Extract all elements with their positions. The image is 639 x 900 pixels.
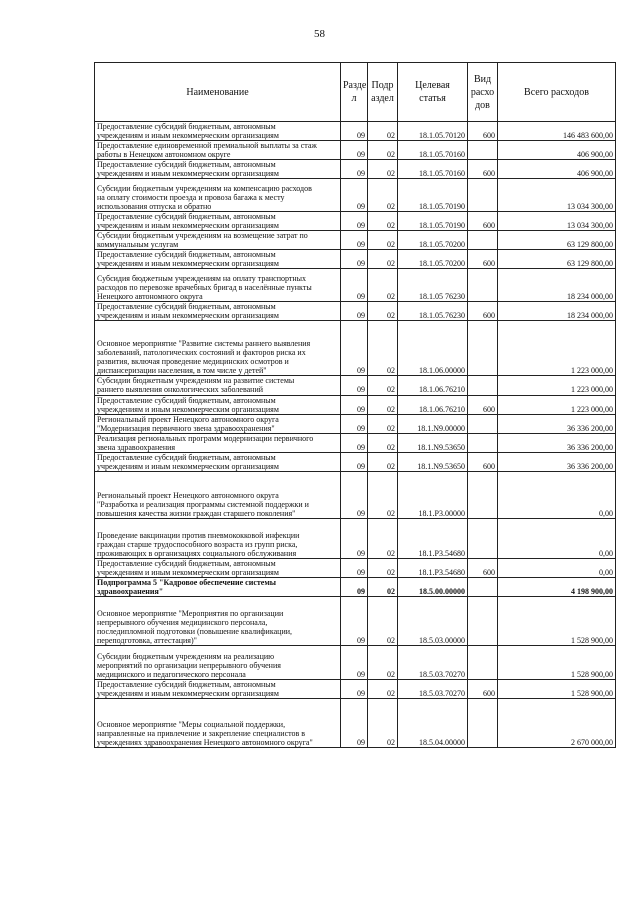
row-expense-type-cell <box>468 376 498 395</box>
table-header <box>95 63 616 122</box>
row-section-cell: 09 <box>341 679 368 698</box>
row-name-cell: Предоставление единовременной премиальной выплаты за стаж работы в Ненецком автономном округе <box>95 141 341 160</box>
row-subsection-cell: 02 <box>368 518 398 558</box>
row-target-article-cell: 18.1.06.76210 <box>398 376 468 395</box>
row-total-cell: 13 034 300,00 <box>498 179 616 212</box>
row-target-article-cell: 18.1.P3.00000 <box>398 471 468 518</box>
row-section-cell: 09 <box>341 250 368 269</box>
row-total-cell: 406 900,00 <box>498 141 616 160</box>
row-subsection-cell: 02 <box>368 558 398 577</box>
table-row <box>95 679 616 698</box>
row-subsection-cell: 02 <box>368 471 398 518</box>
row-name-cell: Основное мероприятие "Меры социальной поддержки, направленные на привлечение и закрепление специалистов в учреждениях здравоохранения Ненецкого автономного округа" <box>95 698 341 747</box>
row-section-cell: 09 <box>341 558 368 577</box>
page-number: 58 <box>314 28 325 40</box>
row-expense-type-cell <box>468 179 498 212</box>
row-section-cell: 09 <box>341 414 368 433</box>
row-expense-type-cell: 600 <box>468 160 498 179</box>
table-row <box>95 577 616 596</box>
table-row <box>95 160 616 179</box>
row-section-cell: 09 <box>341 395 368 414</box>
row-subsection-cell: 02 <box>368 577 398 596</box>
row-section-cell: 09 <box>341 321 368 376</box>
header-expense-type: Вид расхо дов <box>468 63 498 122</box>
row-total-cell: 1 528 900,00 <box>498 645 616 679</box>
row-name-cell: Основное мероприятие "Мероприятия по организации непрерывного обучения медицинского персонала, последипломной подготовки (повышение квалификации, переподготовка, аттестация)" <box>95 596 341 645</box>
row-expense-type-cell: 600 <box>468 679 498 698</box>
row-subsection-cell: 02 <box>368 302 398 321</box>
row-name-cell: Предоставление субсидий бюджетным, автономным учреждениям и иным некоммерческим организациям <box>95 302 341 321</box>
row-total-cell: 2 670 000,00 <box>498 698 616 747</box>
row-subsection-cell: 02 <box>368 376 398 395</box>
row-name-cell: Субсидии бюджетным учреждениям на возмещение затрат по коммунальным услугам <box>95 231 341 250</box>
table-row <box>95 302 616 321</box>
row-subsection-cell: 02 <box>368 452 398 471</box>
header-total: Всего расходов <box>498 63 616 122</box>
row-expense-type-cell <box>468 577 498 596</box>
row-subsection-cell: 02 <box>368 321 398 376</box>
row-target-article-cell: 18.1.05.70190 <box>398 179 468 212</box>
table-row <box>95 596 616 645</box>
row-subsection-cell: 02 <box>368 414 398 433</box>
row-expense-type-cell <box>468 321 498 376</box>
table-row <box>95 231 616 250</box>
row-subsection-cell: 02 <box>368 212 398 231</box>
row-total-cell: 0,00 <box>498 518 616 558</box>
row-total-cell: 1 528 900,00 <box>498 596 616 645</box>
row-total-cell: 63 129 800,00 <box>498 250 616 269</box>
row-subsection-cell: 02 <box>368 596 398 645</box>
row-expense-type-cell <box>468 231 498 250</box>
row-name-cell: Подпрограмма 5 "Кадровое обеспечение системы здравоохранения" <box>95 577 341 596</box>
row-total-cell: 13 034 300,00 <box>498 212 616 231</box>
row-name-cell: Реализация региональных программ модернизации первичного звена здравоохранения <box>95 433 341 452</box>
row-expense-type-cell <box>468 596 498 645</box>
row-section-cell: 09 <box>341 471 368 518</box>
row-name-cell: Проведение вакцинации против пневмококковой инфекции граждан старше трудоспособного возраста из групп риска, проживающих в организациях социального обслуживания <box>95 518 341 558</box>
row-expense-type-cell: 600 <box>468 558 498 577</box>
row-total-cell: 406 900,00 <box>498 160 616 179</box>
row-target-article-cell: 18.5.03.70270 <box>398 679 468 698</box>
table-row <box>95 179 616 212</box>
row-name-cell: Субсидии бюджетным учреждениям на компенсацию расходов на оплату стоимости проезда и провоза багажа к месту использования отпуска и обратно <box>95 179 341 212</box>
row-name-cell: Субсидии бюджетным учреждениям на реализацию мероприятий по организации непрерывного обучения медицинского и педагогического персонала <box>95 645 341 679</box>
row-section-cell: 09 <box>341 122 368 141</box>
row-target-article-cell: 18.1.05 76230 <box>398 269 468 302</box>
row-total-cell: 63 129 800,00 <box>498 231 616 250</box>
budget-table <box>94 62 616 748</box>
table-row <box>95 250 616 269</box>
row-target-article-cell: 18.1.06.76210 <box>398 395 468 414</box>
row-target-article-cell: 18.5.04.00000 <box>398 698 468 747</box>
row-expense-type-cell: 600 <box>468 452 498 471</box>
row-section-cell: 09 <box>341 376 368 395</box>
row-target-article-cell: 18.1.06.00000 <box>398 321 468 376</box>
row-name-cell: Региональный проект Ненецкого автономного округа "Разработка и реализация программы системной поддержки и повышения качества жизни граждан старшего поколения" <box>95 471 341 518</box>
row-name-cell: Предоставление субсидий бюджетным, автономным учреждениям и иным некоммерческим организациям <box>95 212 341 231</box>
row-section-cell: 09 <box>341 596 368 645</box>
row-expense-type-cell: 600 <box>468 250 498 269</box>
row-total-cell: 0,00 <box>498 558 616 577</box>
row-expense-type-cell <box>468 269 498 302</box>
row-name-cell: Предоставление субсидий бюджетным, автономным учреждениям и иным некоммерческим организациям <box>95 452 341 471</box>
row-target-article-cell: 18.1.05.70160 <box>398 141 468 160</box>
row-target-article-cell: 18.1.P3.54680 <box>398 518 468 558</box>
row-expense-type-cell <box>468 645 498 679</box>
row-section-cell: 09 <box>341 433 368 452</box>
row-target-article-cell: 18.1.05.70190 <box>398 212 468 231</box>
row-total-cell: 1 223 000,00 <box>498 395 616 414</box>
table-row <box>95 471 616 518</box>
row-name-cell: Региональный проект Ненецкого автономного округа "Модернизация первичного звена здравоохранения" <box>95 414 341 433</box>
header-name: Наименование <box>95 63 341 122</box>
row-total-cell: 18 234 000,00 <box>498 269 616 302</box>
row-expense-type-cell: 600 <box>468 212 498 231</box>
table-row <box>95 395 616 414</box>
table-row <box>95 269 616 302</box>
row-section-cell: 09 <box>341 269 368 302</box>
row-section-cell: 09 <box>341 577 368 596</box>
row-section-cell: 09 <box>341 231 368 250</box>
row-expense-type-cell: 600 <box>468 122 498 141</box>
table-row <box>95 212 616 231</box>
row-total-cell: 146 483 600,00 <box>498 122 616 141</box>
header-target-article: Целевая статья <box>398 63 468 122</box>
row-name-cell: Предоставление субсидий бюджетным, автономным учреждениям и иным некоммерческим организациям <box>95 122 341 141</box>
table-body <box>95 122 616 748</box>
table-row <box>95 122 616 141</box>
table-row <box>95 414 616 433</box>
row-expense-type-cell <box>468 698 498 747</box>
row-subsection-cell: 02 <box>368 141 398 160</box>
table-row <box>95 433 616 452</box>
row-name-cell: Предоставление субсидий бюджетным, автономным учреждениям и иным некоммерческим организациям <box>95 250 341 269</box>
row-subsection-cell: 02 <box>368 160 398 179</box>
row-expense-type-cell <box>468 141 498 160</box>
row-total-cell: 1 223 000,00 <box>498 376 616 395</box>
row-target-article-cell: 18.1.05.70200 <box>398 250 468 269</box>
header-subsection: Подр аздел <box>368 63 398 122</box>
row-subsection-cell: 02 <box>368 269 398 302</box>
row-name-cell: Основное мероприятие "Развитие системы раннего выявления заболеваний, патологических состояний и факторов риска их развития, включая проведение медицинских осмотров и диспансеризации населения, в том числе у детей" <box>95 321 341 376</box>
row-subsection-cell: 02 <box>368 122 398 141</box>
row-target-article-cell: 18.1.P3.54680 <box>398 558 468 577</box>
row-name-cell: Предоставление субсидий бюджетным, автономным учреждениям и иным некоммерческим организациям <box>95 558 341 577</box>
row-name-cell: Субсидии бюджетным учреждениям на развитие системы раннего выявления онкологических заболеваний <box>95 376 341 395</box>
row-target-article-cell: 18.1.05.70200 <box>398 231 468 250</box>
row-subsection-cell: 02 <box>368 250 398 269</box>
row-total-cell: 36 336 200,00 <box>498 414 616 433</box>
row-expense-type-cell: 600 <box>468 395 498 414</box>
table-row <box>95 645 616 679</box>
row-section-cell: 09 <box>341 698 368 747</box>
row-subsection-cell: 02 <box>368 679 398 698</box>
row-subsection-cell: 02 <box>368 231 398 250</box>
header-section: Разде л <box>341 63 368 122</box>
row-target-article-cell: 18.1.05.76230 <box>398 302 468 321</box>
row-section-cell: 09 <box>341 452 368 471</box>
row-expense-type-cell: 600 <box>468 302 498 321</box>
row-target-article-cell: 18.5.03.00000 <box>398 596 468 645</box>
row-target-article-cell: 18.1.05.70120 <box>398 122 468 141</box>
row-total-cell: 1 223 000,00 <box>498 321 616 376</box>
row-target-article-cell: 18.5.00.00000 <box>398 577 468 596</box>
table-row <box>95 376 616 395</box>
row-total-cell: 36 336 200,00 <box>498 452 616 471</box>
row-name-cell: Предоставление субсидий бюджетным, автономным учреждениям и иным некоммерческим организациям <box>95 679 341 698</box>
row-target-article-cell: 18.1.N9.53650 <box>398 452 468 471</box>
row-expense-type-cell <box>468 414 498 433</box>
row-target-article-cell: 18.1.05.70160 <box>398 160 468 179</box>
table-row <box>95 518 616 558</box>
row-total-cell: 36 336 200,00 <box>498 433 616 452</box>
row-expense-type-cell <box>468 471 498 518</box>
row-name-cell: Предоставление субсидий бюджетным, автономным учреждениям и иным некоммерческим организациям <box>95 160 341 179</box>
row-subsection-cell: 02 <box>368 698 398 747</box>
row-subsection-cell: 02 <box>368 645 398 679</box>
row-expense-type-cell <box>468 518 498 558</box>
row-subsection-cell: 02 <box>368 395 398 414</box>
table-row <box>95 452 616 471</box>
row-section-cell: 09 <box>341 141 368 160</box>
row-total-cell: 18 234 000,00 <box>498 302 616 321</box>
row-subsection-cell: 02 <box>368 179 398 212</box>
row-name-cell: Предоставление субсидий бюджетным, автономным учреждениям и иным некоммерческим организациям <box>95 395 341 414</box>
table-row <box>95 141 616 160</box>
row-section-cell: 09 <box>341 645 368 679</box>
row-section-cell: 09 <box>341 212 368 231</box>
row-target-article-cell: 18.1.N9.00000 <box>398 414 468 433</box>
row-subsection-cell: 02 <box>368 433 398 452</box>
row-name-cell: Субсидия бюджетным учреждениям на оплату транспортных расходов по перевозке врачебных бригад в населённые пункты Ненецкого автономного округа <box>95 269 341 302</box>
table-row <box>95 698 616 747</box>
row-target-article-cell: 18.1.N9.53650 <box>398 433 468 452</box>
row-total-cell: 0,00 <box>498 471 616 518</box>
row-total-cell: 4 198 900,00 <box>498 577 616 596</box>
table-row <box>95 558 616 577</box>
row-section-cell: 09 <box>341 518 368 558</box>
row-section-cell: 09 <box>341 302 368 321</box>
row-total-cell: 1 528 900,00 <box>498 679 616 698</box>
table-row <box>95 321 616 376</box>
row-section-cell: 09 <box>341 179 368 212</box>
row-expense-type-cell <box>468 433 498 452</box>
row-target-article-cell: 18.5.03.70270 <box>398 645 468 679</box>
row-section-cell: 09 <box>341 160 368 179</box>
